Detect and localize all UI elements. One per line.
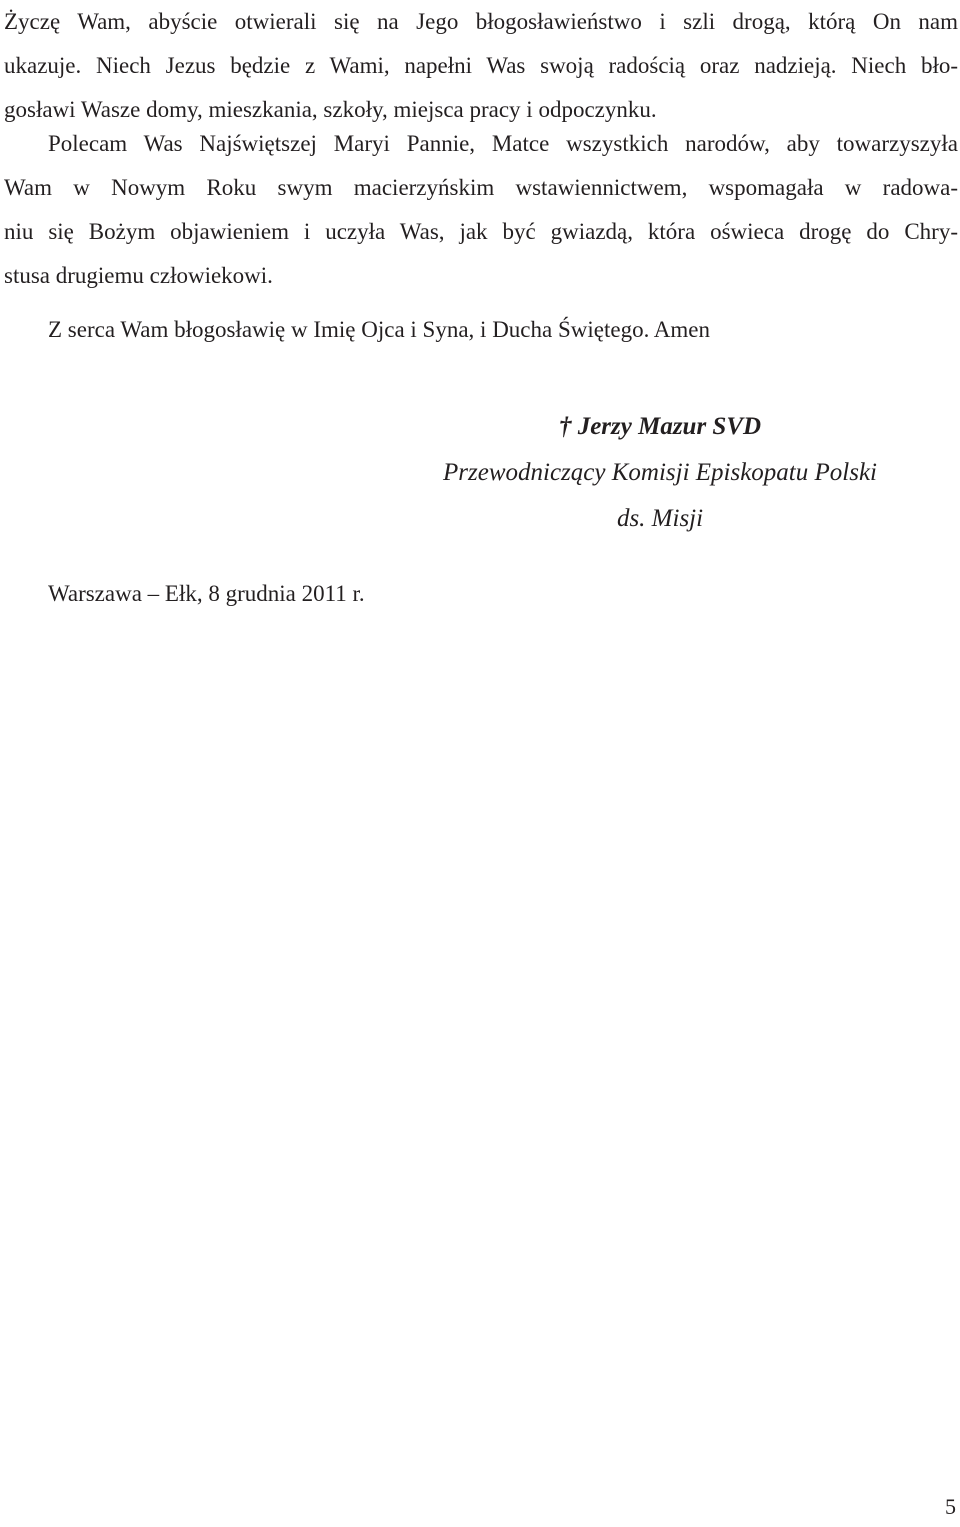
paragraph-line: Z serca Wam błogosławię w Imię Ojca i Syna, i Ducha Świętego. Amen (48, 317, 711, 342)
page-number: 5 (945, 1494, 956, 1519)
paragraph-line: Wam w Nowym Roku swym macierzyńskim wstawiennictwem, wspomagała w radowa- (4, 175, 958, 200)
paragraph-entrustment (4, 122, 958, 298)
signature-title: Przewodniczący Komisji Episkopatu Polski (443, 459, 877, 486)
paragraph-line: Życzę Wam, abyście otwierali się na Jego błogosławieństwo i szli drogą, którą On nam (4, 9, 958, 34)
paragraph-line: gosławi Wasze domy, mieszkania, szkoły, miejsca pracy i odpoczynku. (4, 97, 657, 122)
paragraph-line: niu się Bożym objawieniem i uczyła Was, jak być gwiazdą, która oświeca drogę do Chry- (4, 219, 958, 244)
paragraph-line: ukazuje. Niech Jezus będzie z Wami, napełni Was swoją radością oraz nadzieją. Niech bło- (4, 53, 958, 78)
paragraph-line: stusa drugiemu człowiekowi. (4, 263, 273, 288)
paragraph-blessing (4, 0, 958, 132)
paragraph-line: Polecam Was Najświętszej Maryi Pannie, Matce wszystkich narodów, aby towarzyszyła (48, 131, 958, 156)
signature-name: † Jerzy Mazur SVD (558, 413, 762, 440)
paragraph-closing-blessing (4, 308, 958, 352)
place-and-date: Warszawa – Ełk, 8 grudnia 2011 r. (48, 581, 365, 606)
signature-title-continued: ds. Misji (616, 505, 704, 532)
